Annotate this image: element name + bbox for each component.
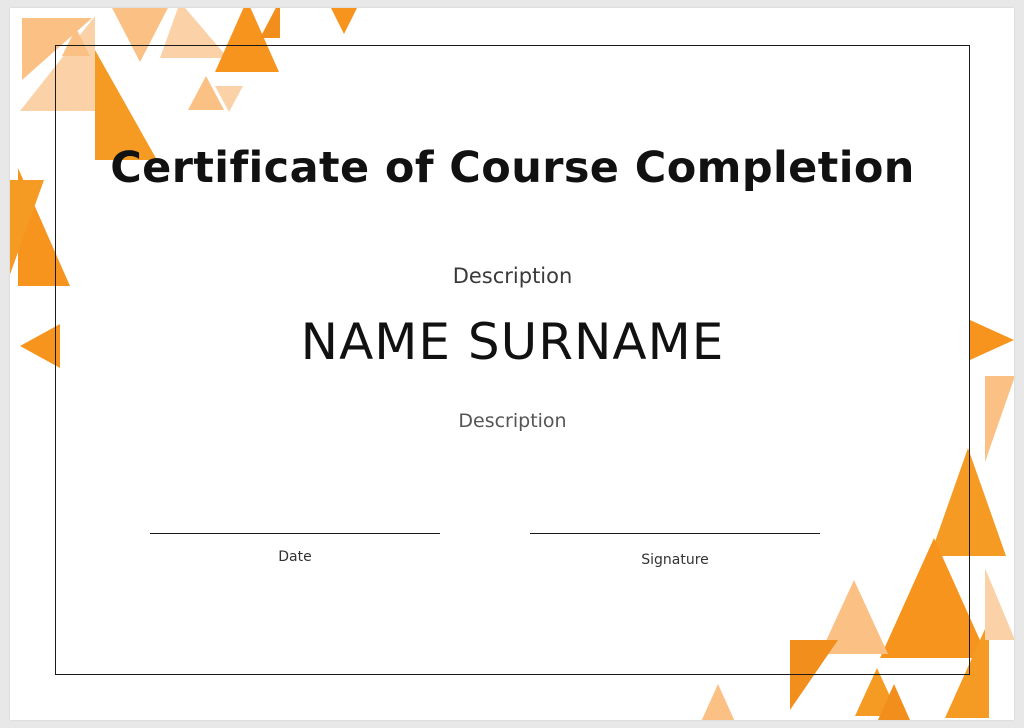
triangle-decoration (985, 568, 1014, 640)
description-bottom: Description (458, 410, 567, 432)
triangle-decoration (855, 668, 899, 716)
signature-label: Signature (641, 552, 709, 568)
triangle-decoration (700, 684, 736, 720)
certificate-content (55, 45, 970, 675)
triangle-decoration (985, 376, 1014, 462)
certificate-title: Certificate of Course Completion (110, 143, 915, 193)
date-signature-line (150, 533, 440, 534)
signature-line (530, 533, 820, 534)
triangle-decoration (10, 180, 44, 280)
triangle-decoration (328, 8, 360, 34)
description-top: Description (452, 264, 573, 288)
triangle-decoration (878, 684, 910, 720)
triangle-decoration (970, 320, 1014, 360)
date-block (150, 533, 440, 565)
signature-block (530, 533, 820, 568)
date-label: Date (278, 549, 312, 565)
triangle-decoration (260, 8, 280, 38)
triangle-decoration (20, 324, 60, 368)
recipient-name: NAME SURNAME (300, 313, 725, 371)
certificate-page (10, 8, 1014, 720)
